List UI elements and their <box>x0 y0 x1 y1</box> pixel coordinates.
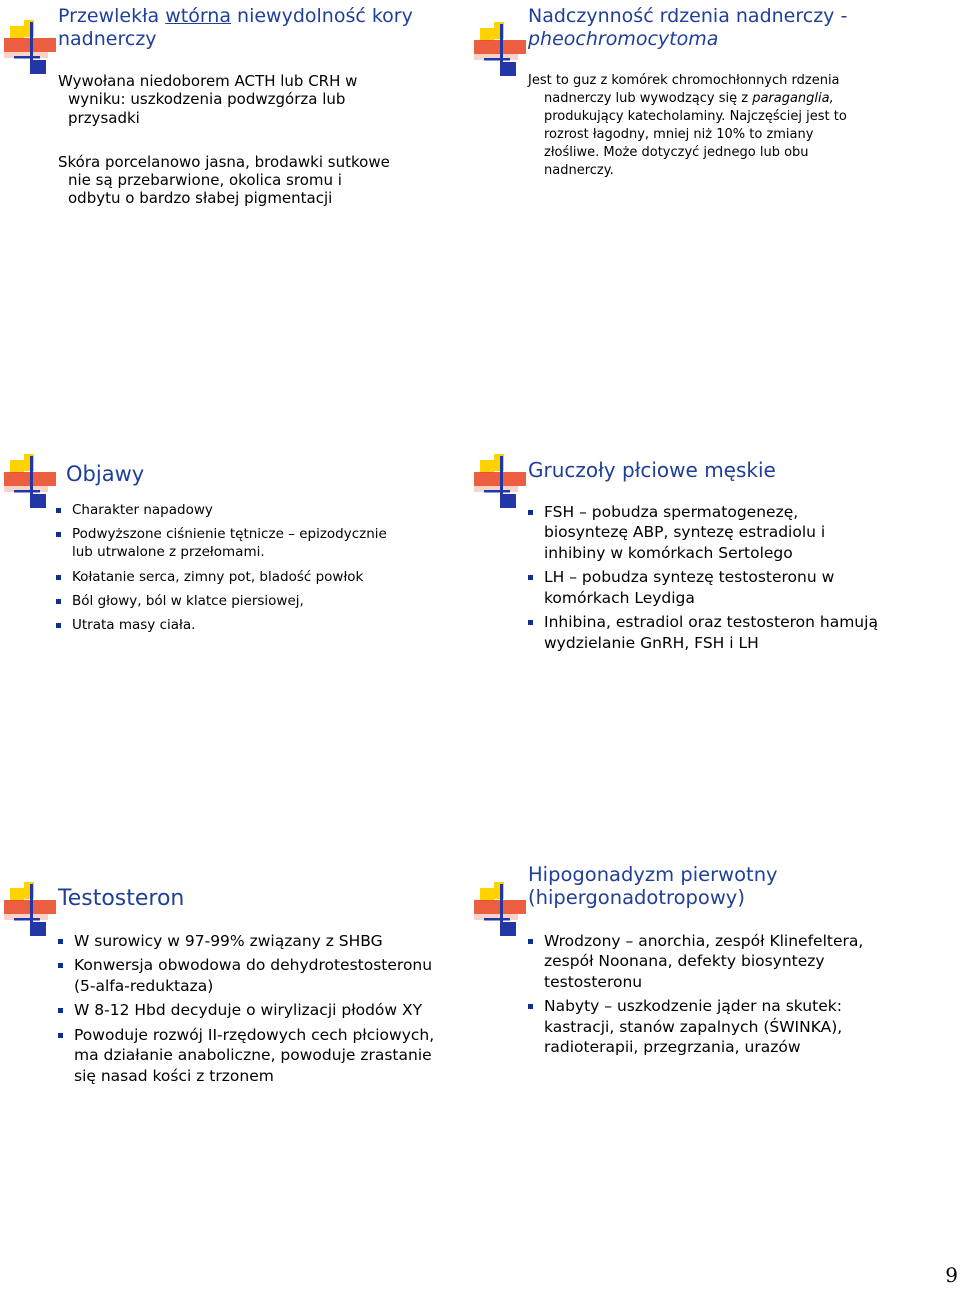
slide-body <box>528 72 868 180</box>
list-item: Ból głowy, ból w klatce piersiowej, <box>56 592 406 610</box>
list-item: Wrodzony – anorchia, zespół Klinefeltera, zespół Noonana, defekty biosyntezy testosteronu <box>528 931 888 992</box>
slide-logo-icon <box>474 882 530 938</box>
title-part: Przewlekła <box>58 5 166 27</box>
list-item: Konwersja obwodowa do dehydrotestosteronu (5-alfa-reduktaza) <box>58 955 438 996</box>
slide-title <box>528 5 918 51</box>
title-line: Hipogonadyzm pierwotny <box>528 863 778 886</box>
bullet-list <box>58 931 438 1090</box>
list-item: Powoduje rozwój II-rzędowych cech płciowych, ma działanie anaboliczne, powoduje zrastanie się nasad kości z trzonem <box>58 1025 438 1086</box>
paragraph: Jest to guz z komórek chromochłonnych rdzenia nadnerczy lub wywodzący się z paraganglia, produkujący katecholaminy. Najczęściej jest to rozrost łagodny, mniej niż 10% to zmiany złośliwe. Może dotyczyć jednego lub obu nadnerczy. <box>528 73 847 178</box>
slide-logo-icon <box>4 454 60 510</box>
slide-pheochromocytoma <box>478 0 918 230</box>
slide-logo-icon <box>474 454 530 510</box>
slide-title <box>528 863 918 910</box>
list-item: W surowicy w 97-99% związany z SHBG <box>58 931 438 951</box>
list-item: Nabyty – uszkodzenie jąder na skutek: kastracji, stanów zapalnych (ŚWINKA), radioterapii, przegrzania, urazów <box>528 996 888 1057</box>
slide-title: Testosteron <box>58 886 185 911</box>
slide-symptoms <box>8 452 448 672</box>
list-item: FSH – pobudza spermatogenezę, biosyntezę ABP, syntezę estradiolu i inhibiny w komórkach Sertolego <box>528 502 878 563</box>
bullet-list <box>528 502 878 657</box>
list-item: Inhibina, estradiol oraz testosteron hamują wydzielanie GnRH, FSH i LH <box>528 612 878 653</box>
list-item: Utrata masy ciała. <box>56 616 406 634</box>
title-part: niewydolność kory nadnerczy <box>58 5 413 50</box>
bullet-list <box>56 501 406 640</box>
list-item: Podwyższone ciśnienie tętnicze – epizodycznie lub utrwalone z przełomami. <box>56 525 406 561</box>
title-line: Nadczynność rdzenia nadnerczy - <box>528 5 848 27</box>
slide-male-gonads <box>478 452 918 672</box>
title-underlined-word: wtórna <box>165 5 231 27</box>
list-item: Kołatanie serca, zimny pot, bladość powłok <box>56 568 406 586</box>
list-item: LH – pobudza syntezę testosteronu w komórkach Leydiga <box>528 567 878 608</box>
slide-chronic-secondary-adrenal-insufficiency <box>8 0 448 230</box>
page-number: 9 <box>945 1263 958 1287</box>
slide-title <box>58 5 438 51</box>
list-item: Charakter napadowy <box>56 501 406 519</box>
slide-title: Objawy <box>66 462 145 486</box>
paragraph: Skóra porcelanowo jasna, brodawki sutkowe nie są przebarwione, okolica sromu i odbytu o bardzo słabej pigmentacji <box>58 152 390 208</box>
paragraph: Wywołana niedoborem ACTH lub CRH w wyniku: uszkodzenia podwzgórza lub przysadki <box>58 72 358 127</box>
slide-title: Gruczoły płciowe męskie <box>528 458 776 482</box>
title-line-italic: pheochromocytoma <box>528 27 719 50</box>
slide-primary-hypogonadism <box>478 862 918 1102</box>
list-item: W 8-12 Hbd decyduje o wirylizacji płodów XY <box>58 1000 438 1020</box>
italic-term: paraganglia, <box>752 90 834 106</box>
title-line: (hipergonadotropowy) <box>528 886 745 910</box>
slide-logo-icon <box>4 20 60 76</box>
slide-testosterone <box>8 870 448 1110</box>
slide-logo-icon <box>4 882 60 938</box>
slide-logo-icon <box>474 22 530 78</box>
bullet-list <box>528 931 888 1062</box>
slide-body <box>58 72 398 208</box>
